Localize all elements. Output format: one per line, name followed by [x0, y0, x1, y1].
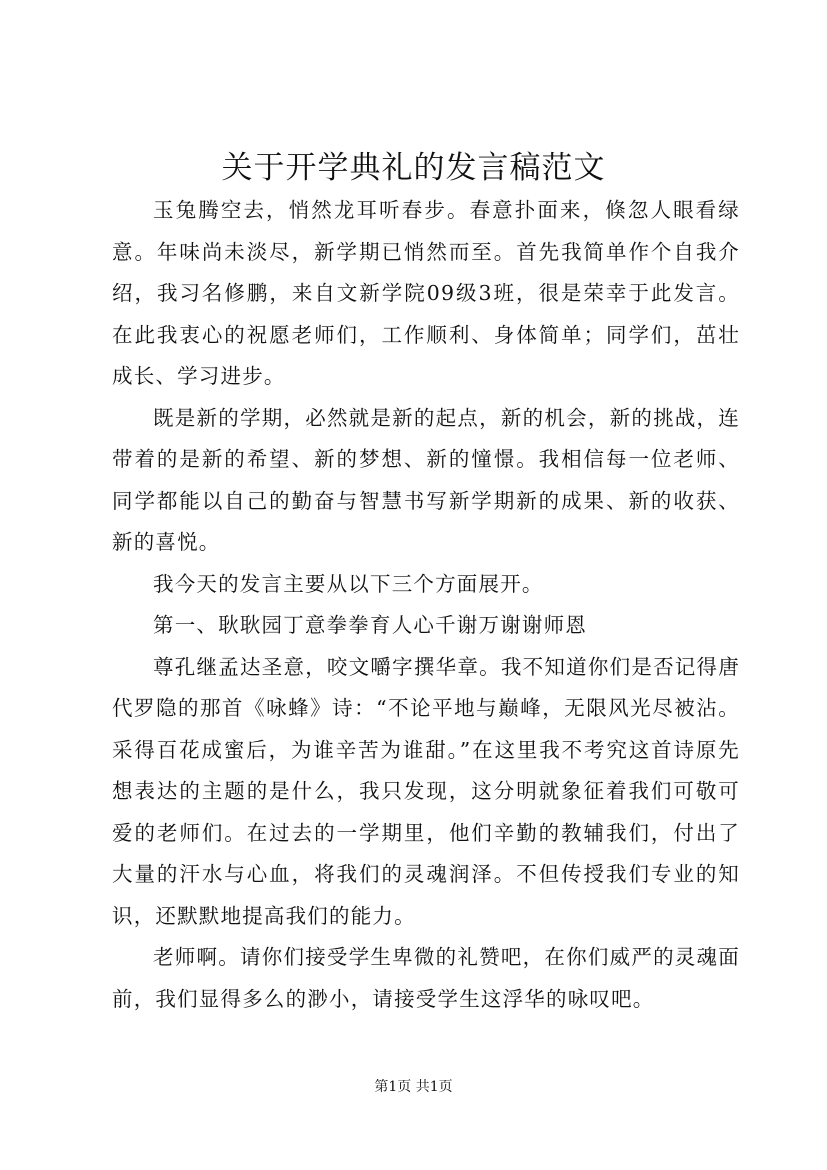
document-title: 关于开学典礼的发言稿范文 — [221, 150, 606, 186]
paragraph-3: 我今天的发言主要从以下三个方面展开。 — [153, 571, 544, 596]
paragraph-1: 玉兔腾空去，悄然龙耳听春步。春意扑面来，倏忽人眼看绿意。年味尚未淡尽，新学期已悄然而至。首先我简单作个自我介绍，我习名修鹏，来自文新学院09级3班，很是荣幸于此发言。在此我衷心的祝愿老师们，工作顺利、身体简单；同学们，茁壮成长、学习进步。 — [112, 198, 740, 388]
page-footer: 第1页 共1页 — [374, 1079, 453, 1095]
document-body — [112, 190, 740, 1020]
section-heading-1: 第一、耿耿园丁意拳拳育人心千谢万谢谢师恩 — [153, 613, 587, 637]
paragraph-4: 尊孔继孟达圣意，咬文嚼字撰华章。我不知道你们是否记得唐代罗隐的那首《咏蜂》诗：“不论平地与巅峰，无限风光尽被沾。采得百花成蜜后，为谁辛苦为谁甜。”在这里我不考究这首诗原先想表达的主题的是什么，我只发现，这分明就象征着我们可敬可爱的老师们。在过去的一学期里，他们辛勤的教辅我们，付出了大量的汗水与心血，将我们的灵魂润泽。不但传授我们专业的知识，还默默地提高我们的能力。 — [112, 654, 740, 928]
paragraph-5: 老师啊。请你们接受学生卑微的礼赞吧，在你们威严的灵魂面前，我们显得多么的渺小，请接受学生这浮华的咏叹吧。 — [112, 945, 740, 1011]
paragraph-2: 既是新的学期，必然就是新的起点，新的机会，新的挑战，连带着的是新的希望、新的梦想、新的憧憬。我相信每一位老师、同学都能以自己的勤奋与智慧书写新学期新的成果、新的收获、新的喜悦。 — [112, 405, 740, 554]
